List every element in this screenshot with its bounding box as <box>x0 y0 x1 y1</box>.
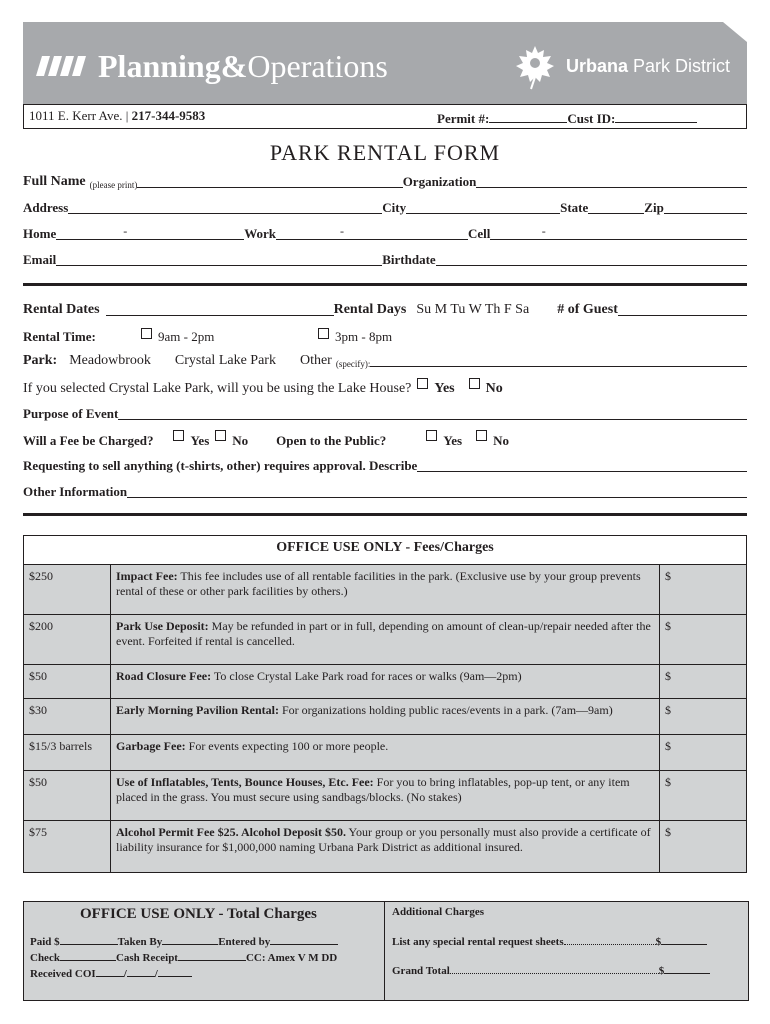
taken-by-input[interactable] <box>162 934 218 945</box>
park-crystal-lake[interactable]: Crystal Lake Park <box>174 353 276 368</box>
table-row: $15/3 barrels Garbage Fee: For events expecting 100 or more people. $ <box>24 735 747 771</box>
coi-year-input[interactable] <box>158 966 192 977</box>
additional-charges-label: Additional Charges <box>392 906 484 918</box>
row-phones: Home - Work - Cell - <box>23 226 747 242</box>
row-sell: Requesting to sell anything (t-shirts, other) requires approval. Describe <box>23 458 747 474</box>
address-input[interactable] <box>68 200 382 214</box>
fee-amount-input[interactable]: $ <box>660 821 747 873</box>
paid-input[interactable] <box>60 934 118 945</box>
rental-days-options[interactable]: Su M Tu W Th F Sa <box>416 302 530 317</box>
grand-total-dots <box>450 963 659 974</box>
park-meadowbrook[interactable]: Meadowbrook <box>69 353 151 368</box>
fee-amount-input[interactable]: $ <box>660 699 747 735</box>
public-yes-checkbox[interactable] <box>426 430 437 441</box>
grand-total-line: Grand Total $ <box>392 963 710 977</box>
office-address: 1011 E. Kerr Ave. | 217-344-9583 <box>29 108 206 123</box>
table-row: $30 Early Morning Pavilion Rental: For organizations holding public races/events in a park. (7am—9am) $ <box>24 699 747 735</box>
fee-amount-input[interactable]: $ <box>660 771 747 821</box>
grand-total-input[interactable] <box>664 963 710 974</box>
section-divider <box>23 513 747 516</box>
row-purpose: Purpose of Event <box>23 406 747 422</box>
fees-heading: OFFICE USE ONLY - Fees/Charges <box>24 536 747 565</box>
urbana-park-district-logo: Urbana Park District <box>566 56 731 76</box>
fee-amount-input[interactable]: $ <box>660 615 747 665</box>
row-park: Park: Meadowbrook Crystal Lake Park Other (specify): <box>23 353 747 369</box>
full-name-input[interactable] <box>137 174 402 188</box>
brand-title: Planning&Operations <box>98 48 388 84</box>
sell-describe-input[interactable] <box>417 458 747 472</box>
birthdate-input[interactable] <box>436 252 747 266</box>
permit-cust-fields: Permit #: Cust ID: <box>437 108 697 127</box>
totals-divider <box>384 901 385 1000</box>
table-row: $250 Impact Fee: This fee includes use of all rentable facilities in the park. (Exclusive use by your group prevents rental of these or other park facilities by others.) $ <box>24 565 747 615</box>
cell-phone-input[interactable]: - <box>490 226 747 240</box>
table-row: $50 Use of Inflatables, Tents, Bounce Houses, Etc. Fee: For you to bring inflatables, pop-up tent, or any item placed in the grass. You must secure using sandbags/blocks. (No stakes) $ <box>24 771 747 821</box>
park-other-input[interactable] <box>370 353 747 367</box>
fee-amount-input[interactable]: $ <box>660 565 747 615</box>
lake-house-yes-checkbox[interactable] <box>417 378 428 389</box>
totals-heading: OFFICE USE ONLY - Total Charges <box>80 906 317 922</box>
check-input[interactable] <box>60 950 116 961</box>
purpose-input[interactable] <box>118 406 747 420</box>
lake-house-no-checkbox[interactable] <box>469 378 480 389</box>
oak-leaf-logo-icon <box>513 44 557 90</box>
time-3pm-checkbox[interactable] <box>318 328 329 339</box>
state-input[interactable] <box>588 200 644 214</box>
fee-amount-input[interactable]: $ <box>660 665 747 699</box>
guests-input[interactable] <box>618 302 747 316</box>
rental-dates-input[interactable] <box>106 302 334 316</box>
stripes-logo-icon <box>36 56 86 76</box>
city-input[interactable] <box>406 200 560 214</box>
entered-by-input[interactable] <box>270 934 338 945</box>
coi-day-input[interactable] <box>127 966 155 977</box>
row-rental-time: Rental Time: 9am - 2pm 3pm - 8pm <box>23 329 393 344</box>
fee-yes-checkbox[interactable] <box>173 430 184 441</box>
check-line: Check Cash Receipt CC: Amex V M DD <box>30 952 338 964</box>
paid-line: Paid $ Taken By Entered by <box>30 934 338 948</box>
row-other-info: Other Information <box>23 484 747 500</box>
row-address: Address City State Zip <box>23 200 747 216</box>
special-requests-amount[interactable] <box>661 934 707 945</box>
section-divider <box>23 283 747 286</box>
time-9am-checkbox[interactable] <box>141 328 152 339</box>
fees-header-row <box>24 536 747 565</box>
row-email: Email Birthdate <box>23 252 747 268</box>
coi-line: Received COI / / <box>30 966 192 980</box>
cash-receipt-input[interactable] <box>178 950 246 961</box>
zip-input[interactable] <box>664 200 747 214</box>
organization-input[interactable] <box>476 174 747 188</box>
fees-table <box>23 535 747 873</box>
row-fee-public: Will a Fee be Charged? Yes No Open to the Public? Yes No <box>23 430 747 449</box>
fee-amount-input[interactable]: $ <box>660 735 747 771</box>
table-row: $50 Road Closure Fee: To close Crystal Lake Park road for races or walks (9am—2pm) $ <box>24 665 747 699</box>
table-row: $75 Alcohol Permit Fee $25. Alcohol Deposit $50. Your group or you personally must also provide a certificate of liability insurance for $1,000,000 naming Urbana Park District as additional insured. $ <box>24 821 747 873</box>
form-title: PARK RENTAL FORM <box>269 140 501 165</box>
permit-input[interactable] <box>489 108 567 123</box>
row-name: Full Name (please print) Organization <box>23 174 747 190</box>
email-input[interactable] <box>56 252 382 266</box>
row-lake-house: If you selected Crystal Lake Park, will you be using the Lake House? Yes No <box>23 378 747 397</box>
public-no-checkbox[interactable] <box>476 430 487 441</box>
work-phone-input[interactable]: - <box>276 226 468 240</box>
row-rental-dates: Rental Dates Rental Days Su M Tu W Th F Sa # of Guest <box>23 302 747 318</box>
special-requests-input[interactable] <box>564 934 656 945</box>
coi-month-input[interactable] <box>96 966 124 977</box>
table-row: $200 Park Use Deposit: May be refunded in part or in full, depending on amount of clean-up/repair needed after the event. Forfeited if rental is cancelled. $ <box>24 615 747 665</box>
other-info-input[interactable] <box>127 484 747 498</box>
cust-id-input[interactable] <box>615 108 697 123</box>
home-phone-input[interactable]: - <box>56 226 244 240</box>
fee-no-checkbox[interactable] <box>215 430 226 441</box>
special-requests-line: List any special rental request sheets $ <box>392 934 707 948</box>
